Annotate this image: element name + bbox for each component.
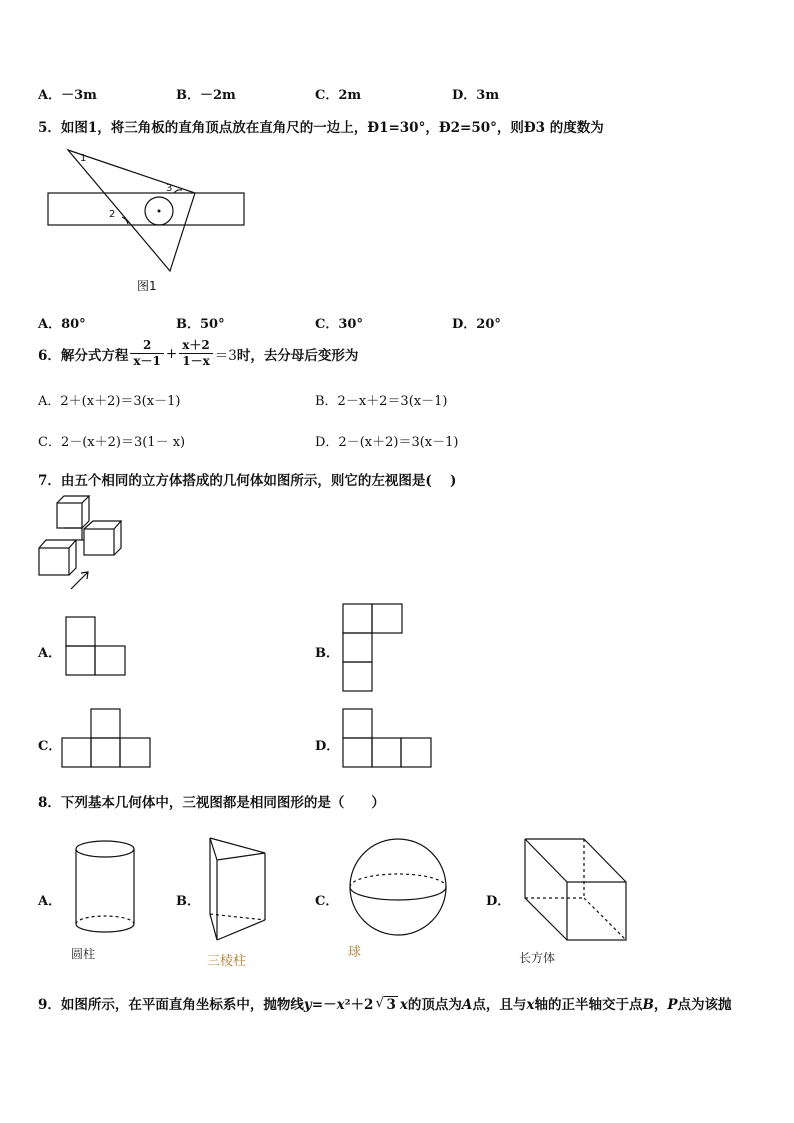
q9-text-8: 点为该抛 (677, 997, 732, 1013)
q7-stem: 7．由五个相同的立方体搭成的几何体如图所示，则它的左视图是( ) (38, 473, 457, 489)
q6-plus-sign: + (165, 345, 178, 362)
q6-option-c: C．2－(x＋2)＝3(1－ x) (38, 435, 186, 450)
q6-frac2-denominator: 1－x (182, 354, 210, 368)
q6-frac1-denominator: x－1 (133, 354, 161, 368)
q6-stem-suffix: 时，去分母后变形为 (236, 347, 359, 364)
q8-option-b-label: B． (176, 894, 200, 909)
sqrt-icon: √ (375, 995, 385, 1011)
q4-option-c: C．2m (315, 88, 362, 103)
q7-option-d-label: D． (315, 739, 340, 754)
q8-option-c-label: C． (315, 894, 339, 909)
q9-text-5: 点，且与 (472, 997, 527, 1013)
q7-option-c-label: C． (38, 739, 62, 754)
q9-var-y: y (303, 997, 312, 1013)
q6-option-b: B．2－x＋2＝3(x－1) (315, 394, 448, 409)
q9-var-x3: x (526, 997, 535, 1013)
q5-option-c: C．30° (315, 317, 363, 332)
q6-frac1-numerator: 2 (130, 338, 164, 354)
caption-sphere: 球 (348, 945, 362, 960)
q9-text-3: ²＋2 (344, 997, 374, 1013)
q5-option-d: D．20° (452, 317, 501, 332)
q9-text-7: ， (653, 997, 668, 1013)
caption-triangular-prism: 三棱柱 (207, 954, 247, 969)
angle-1-label: 1 (80, 153, 87, 164)
q6-stem-prefix: 6．解分式方程 (38, 347, 129, 364)
q6-option-a: A．2＋(x＋2)＝3(x－1) (38, 394, 181, 409)
q5-stem: 5．如图1，将三角板的直角顶点放在直角尺的一边上，Ð1=30°，Ð2=50°，则Ð3 的度数为 (38, 120, 604, 136)
q9-point-p: P (667, 997, 678, 1013)
q6-option-d: D．2－(x＋2)＝3(x－1) (315, 435, 459, 450)
q9-text-1: 9．如图所示，在平面直角坐标系中，抛物线 (38, 997, 304, 1013)
q9-var-x2: x (399, 997, 408, 1013)
q8-option-a-label: A． (38, 894, 62, 909)
q6-equals: ＝3 (214, 347, 237, 364)
caption-cuboid: 长方体 (519, 951, 556, 965)
cuboid-figure (525, 839, 626, 940)
q4-option-d: D．3m (452, 88, 500, 103)
cylinder-figure (76, 841, 134, 932)
q4-option-a: A．－3m (38, 88, 97, 103)
q9-point-b: B (642, 997, 654, 1013)
q9-var-x1: x (336, 997, 345, 1013)
q7-option-a-label: A． (38, 646, 62, 661)
q9-point-a: A (461, 997, 473, 1013)
angle-3-label: 3 (166, 183, 173, 194)
figure-1-caption: 图1 (137, 279, 157, 293)
caption-cylinder: 圆柱 (71, 947, 96, 961)
triangular-prism-figure (210, 838, 265, 940)
q7-option-b-label: B． (315, 646, 339, 661)
q5-option-a: A．80° (38, 317, 86, 332)
q9-radicand: 3 (386, 997, 396, 1013)
q9-text-4: 的顶点为 (407, 997, 462, 1013)
sphere-figure (350, 839, 446, 935)
q8-option-d-label: D． (486, 894, 511, 909)
angle-2-label: 2 (109, 209, 116, 220)
q9-stem (38, 993, 732, 1013)
q8-stem: 8．下列基本几何体中，三视图都是相同图形的是（ ） (38, 795, 385, 811)
q9-sqrt (375, 997, 397, 1013)
q9-text-2: =－ (311, 997, 337, 1013)
q4-option-b: B．－2m (176, 88, 236, 103)
q9-text-6: 轴的正半轴交于点 (534, 997, 643, 1013)
q5-option-b: B．50° (176, 317, 225, 332)
q6-frac2-numerator: x＋2 (179, 338, 213, 354)
